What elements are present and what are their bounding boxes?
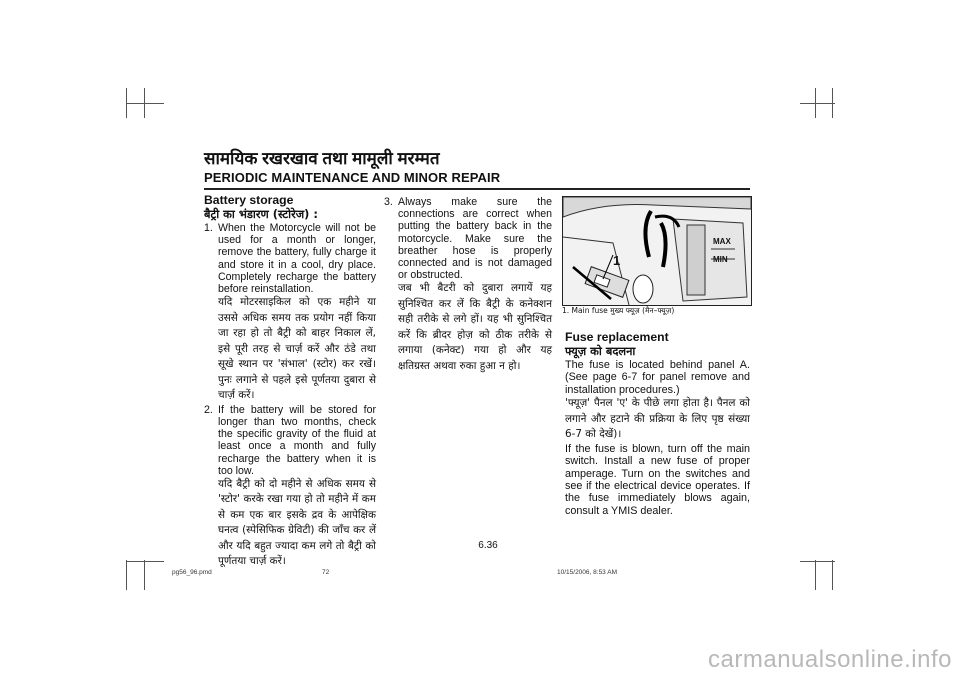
title-divider — [204, 188, 750, 190]
watermark: carmanualsonline.info — [708, 646, 952, 673]
min-level-label: MIN — [713, 255, 728, 264]
fuse-paragraph: If the fuse is blown, turn off the main switch. Install a new fuse of proper amperage. Turn on the switches and see if the electrical device operates. If the fuse immediately blows again, consult a YMIS dealer. — [565, 442, 750, 517]
crop-mark — [832, 560, 833, 590]
page-number: 6.36 — [478, 540, 498, 551]
column-middle — [384, 196, 552, 374]
list-text-hindi: यदि मोटरसाइकिल को एक महीने या उससे अधिक समय तक प्रयोग नहीं किया जा रहा हो तो बैट्री को बाहर निकाल लें, इसे पूरी तरह से चार्ज़ करें और ठंडे तथा सूखे स्थान पर 'संभाल' (स्टोर) कर रखें। पुनः लगाने से पहले इसे पूर्णतया दुबारा से चार्ज़ करें। — [218, 296, 376, 402]
page-title-hindi: सामयिक रखरखाव तथा मामूली मरम्मत — [204, 149, 440, 168]
battery-storage-heading: Battery storage — [204, 193, 294, 207]
figure-caption: 1. Main fuse मुख्य फ्यूज़ (मैन–फ्यूज़) — [562, 306, 675, 315]
crop-mark — [800, 103, 835, 104]
fuse-paragraph-hindi: 'फ्यूज़' पैनल 'ए' के पीछे लगा होता है। पैनल को लगाने और हटाने की प्रक्रिया के लिए पृष्ठ संख्या 6-7 को देखें)। — [565, 397, 750, 441]
crop-mark — [800, 561, 835, 562]
list-text: If the battery will be stored for longer than two months, check the specific gravity of the fluid at least once a month and fully recharge the battery when it is too low. — [218, 403, 376, 477]
list-number: 1. — [204, 222, 213, 234]
list-item — [204, 222, 376, 295]
list-text-hindi: यदि बैट्री को दो महीने से अधिक समय से 'स्टोर' करके रखा गया हो तो महीने में कम से कम एक बार इसके द्रव के आपेक्षिक घनत्व (स्पेसिफिक ग्रेविटी) की जाँच कर लें और यदि बहुत ज्यादा कम लगे तो बैट्री को पूर्णतया चार्ज़ करें। — [218, 477, 376, 568]
crop-mark — [126, 560, 127, 590]
crop-mark — [126, 103, 164, 104]
fuse-location-illustration — [562, 196, 752, 306]
list-text-hindi: जब भी बैटरी को दुबारा लगायें यह सुनिश्चित कर लें कि बैट्री के कनेक्शन सही तरीके से लगे हों। यह भी सुनिश्चित करें कि ब्रीदर होज़ को ठीक तरीके से लगाया (कनेक्ट) गया हो और यह क्षतिग्रस्त अथवा रुका हुआ न हो। — [398, 282, 552, 372]
battery-storage-heading-hindi: बैट्री का भंडारण (स्टोरेज) : — [204, 207, 318, 221]
page-title: PERIODIC MAINTENANCE AND MINOR REPAIR — [204, 170, 501, 185]
list-text: When the Motorcycle will not be used for a month or longer, remove the battery, fully charge it and store it in a cool, dry place. Completely recharge the battery before reinstallation. — [218, 222, 376, 296]
column-right — [565, 330, 750, 517]
list-item — [204, 404, 376, 477]
fuse-replacement-heading: Fuse replacement — [565, 330, 669, 344]
fuse-paragraph: The fuse is located behind panel A. (See page 6-7 for panel remove and installation procedures.) — [565, 359, 750, 396]
crop-mark — [126, 561, 164, 562]
figure-callout-number: 1 — [613, 253, 621, 268]
fuse-diagram — [563, 197, 751, 305]
crop-mark — [815, 560, 816, 590]
list-item — [384, 196, 552, 281]
footer-filename: pg56_96.pmd — [172, 569, 212, 576]
footer-page: 72 — [322, 569, 330, 576]
list-number: 2. — [204, 403, 213, 416]
crop-mark — [144, 560, 145, 590]
list-text: Always make sure the connections are correct when putting the battery back in the motorcycle. Make sure the breather hose is properly connected and is not damaged or obstructed. — [398, 196, 552, 282]
footer-timestamp: 10/15/2006, 8:53 AM — [557, 569, 617, 576]
list-number: 3. — [384, 196, 393, 208]
max-level-label: MAX — [713, 237, 731, 246]
fuse-replacement-heading-hindi: फ्यूज़ को बदलना — [565, 344, 636, 358]
column-left — [204, 193, 376, 570]
